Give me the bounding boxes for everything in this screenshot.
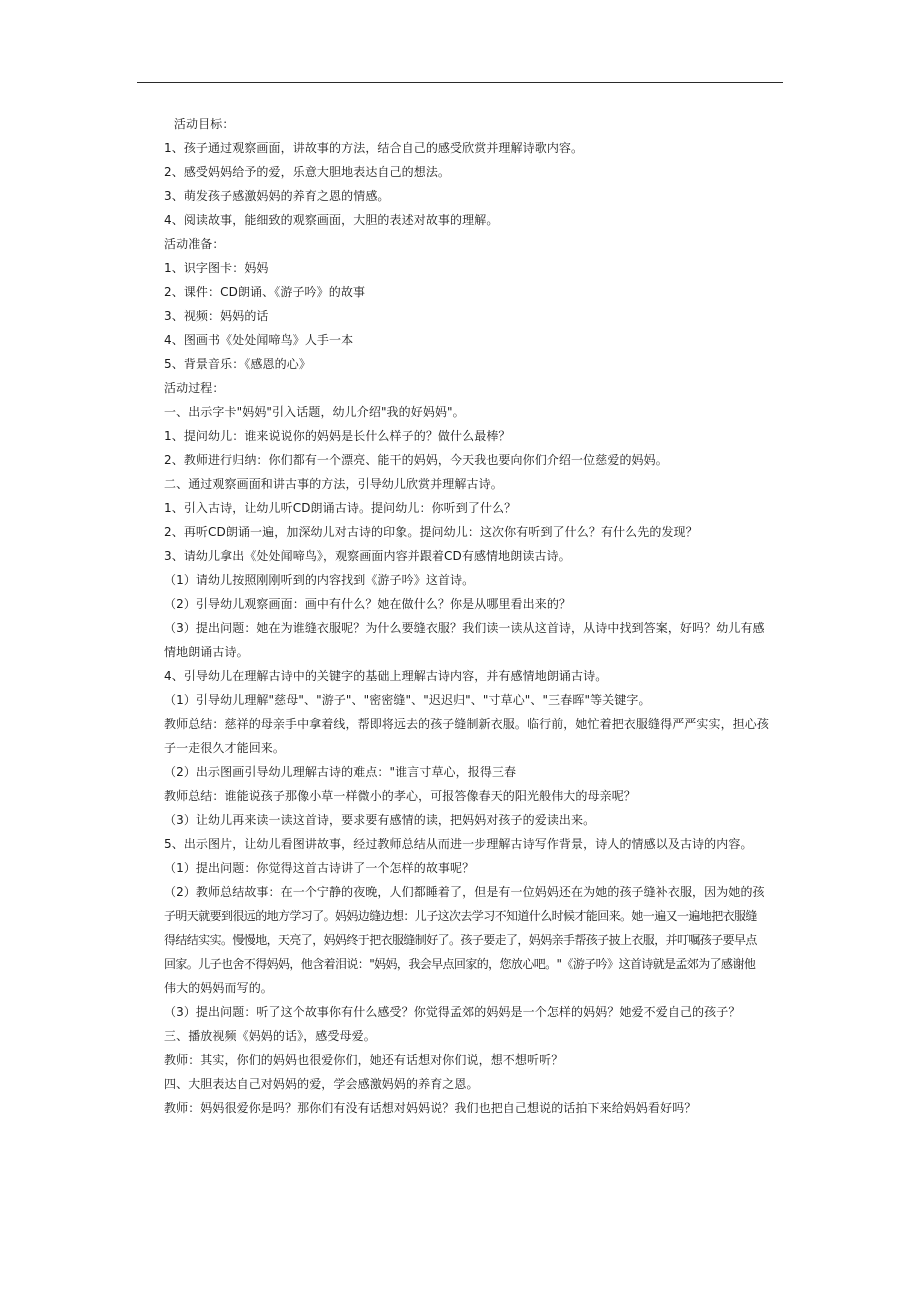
text-line: 教师总结：慈祥的母亲手中拿着线，帮即将远去的孩子缝制新衣服。临行前，她忙着把衣服缝得严严实实，担心孩: [164, 717, 770, 731]
text-line: 5、背景音乐：《感恩的心》: [164, 357, 311, 371]
text-line: 5、出示图片，让幼儿看图讲故事，经过教师总结从而进一步理解古诗写作背景，诗人的情感以及古诗的内容。: [164, 837, 753, 851]
text-line: 二、通过观察画面和讲古事的方法，引导幼儿欣赏并理解古诗。: [164, 477, 503, 491]
text-line: 1、引入古诗，让幼儿听CD朗诵古诗。提问幼儿：你听到了什么？: [164, 501, 517, 515]
text-line: 1、识字图卡：妈妈: [164, 261, 269, 275]
text-line: 4、图画书《处处闻啼鸟》人手一本: [164, 333, 354, 347]
text-line: 2、感受妈妈给予的爱，乐意大胆地表达自己的想法。: [164, 165, 451, 179]
text-line: 3、请幼儿拿出《处处闻啼鸟》，观察画面内容并跟着CD有感情地朗读古诗。: [164, 549, 571, 563]
text-line: 教师：其实，你们的妈妈也很爱你们，她还有话想对你们说，想不想听听？: [164, 1053, 564, 1067]
text-line: 教师：妈妈很爱你是吗？那你们有没有话想对妈妈说？我们也把自己想说的话拍下来给妈妈看好吗？: [164, 1101, 697, 1115]
text-line: （3）提出问题：听了这个故事你有什么感受？你觉得孟郊的妈妈是一个怎样的妈妈？她爱不爱自己的孩子？: [164, 1005, 741, 1019]
header-rule: [137, 82, 783, 83]
text-line: 4、引导幼儿在理解古诗中的关键字的基础上理解古诗内容，并有感情地朗诵古诗。: [164, 669, 608, 683]
document-body: [164, 112, 768, 1120]
text-line: 三、播放视频《妈妈的话》，感受母爱。: [164, 1029, 376, 1043]
text-line: 活动过程：: [164, 381, 225, 395]
text-line: （1）引导幼儿理解"慈母"、"游子"、"密密缝"、"迟迟归"、"寸草心"、"三春晖"等关键字。: [164, 693, 651, 707]
text-line: （2）教师总结故事：在一个宁静的夜晚，人们都睡着了，但是有一位妈妈还在为她的孩子缝补衣服，因为她的孩: [164, 885, 765, 899]
text-line: （1）提出问题：你觉得这首古诗讲了一个怎样的故事呢？: [164, 861, 475, 875]
text-line: （2）出示图画引导幼儿理解古诗的难点："谁言寸草心，报得三春: [164, 765, 517, 779]
text-line: 子明天就要到很远的地方学习了。妈妈边缝边想：儿子这次去学习不知道什么时候才能回来。她一遍又一遍地把衣服缝: [164, 909, 757, 923]
text-line: （1）请幼儿按照刚刚听到的内容找到《游子吟》这首诗。: [164, 573, 475, 587]
text-line: 1、孩子通过观察画面，讲故事的方法，结合自己的感受欣赏并理解诗歌内容。: [164, 141, 584, 155]
text-line: 情地朗诵古诗。: [164, 645, 249, 659]
text-line: 2、课件：CD朗诵、《游子吟》的故事: [164, 285, 366, 299]
text-line: （3）提出问题：她在为谁缝衣服呢？为什么要缝衣服？我们读一读从这首诗，从诗中找到答案，好吗？幼儿有感: [164, 621, 765, 635]
text-line: 2、教师进行归纳：你们都有一个漂亮、能干的妈妈，今天我也要向你们介绍一位慈爱的妈妈。: [164, 453, 668, 467]
text-line: （2）引导幼儿观察画面：画中有什么？她在做什么？你是从哪里看出来的？: [164, 597, 572, 611]
text-line: 2、再听CD朗诵一遍，加深幼儿对古诗的印象。提问幼儿：这次你有听到了什么？有什么先的发现？: [164, 525, 698, 539]
text-line: 1、提问幼儿：谁来说说你的妈妈是长什么样子的？做什么最棒？: [164, 429, 511, 443]
text-line: 四、大胆表达自己对妈妈的爱，学会感激妈妈的养育之恩。: [164, 1077, 479, 1091]
text-line: 教师总结：谁能说孩子那像小草一样微小的孝心，可报答像春天的阳光般伟大的母亲呢？: [164, 789, 636, 803]
text-line: 伟大的妈妈而写的。: [164, 981, 273, 995]
text-line: 3、萌发孩子感激妈妈的养育之恩的情感。: [164, 189, 390, 203]
text-line: 4、阅读故事，能细致的观察画面，大胆的表述对故事的理解。: [164, 213, 499, 227]
text-line: 活动目标：: [170, 117, 235, 131]
text-line: 一、出示字卡"妈妈"引入话题，幼儿介绍"我的好妈妈"。: [164, 405, 465, 419]
text-line: 子一走很久才能回来。: [164, 741, 286, 755]
text-line: 回家。儿子也舍不得妈妈，他含着泪说："妈妈，我会早点回家的，您放心吧。"《游子吟》这首诗就是孟郊为了感谢他: [164, 957, 756, 971]
text-line: 得结结实实。慢慢地，天亮了，妈妈终于把衣服缝制好了。孩子要走了，妈妈亲手帮孩子披上衣服，并叮嘱孩子要早点: [164, 933, 757, 947]
text-line: 活动准备：: [164, 237, 225, 251]
text-line: （3）让幼儿再来读一读这首诗，要求要有感情的读，把妈妈对孩子的爱读出来。: [164, 813, 596, 827]
text-line: 3、视频：妈妈的话: [164, 309, 269, 323]
